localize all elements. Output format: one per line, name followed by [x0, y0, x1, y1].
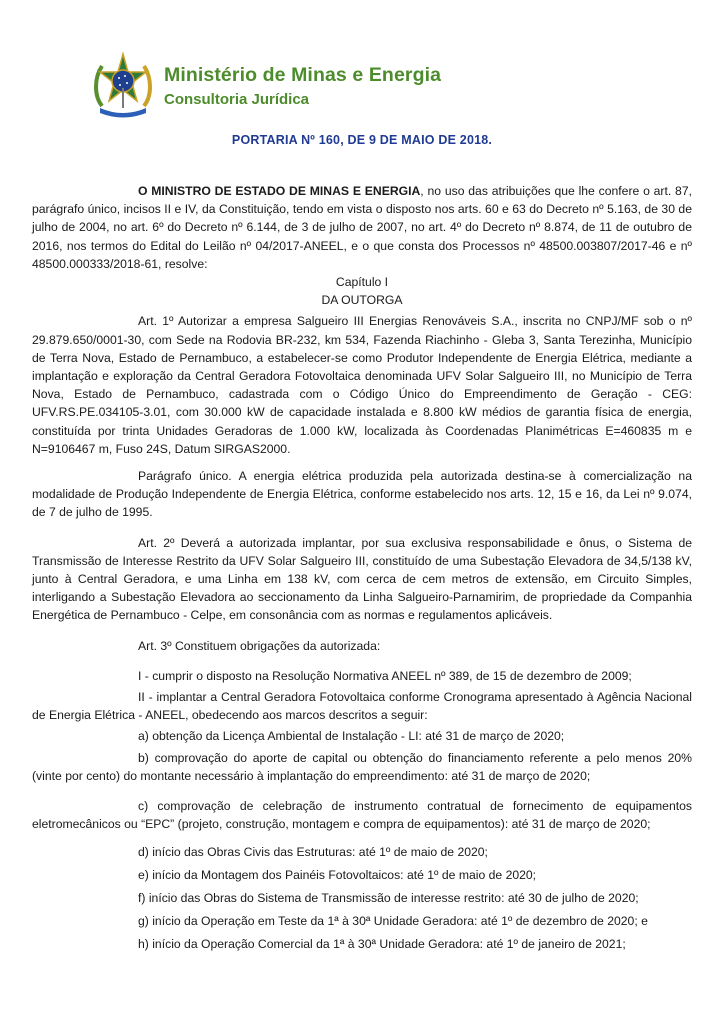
preamble	[32, 182, 692, 273]
portaria-title: PORTARIA Nº 160, DE 9 DE MAIO DE 2018.	[231, 133, 493, 147]
preamble-lead: O MINISTRO DE ESTADO DE MINAS E ENERGIA	[138, 184, 421, 198]
inciso-ii: II - implantar a Central Geradora Fotovoltaica conforme Cronograma apresentado à Agência Nacional de Energia Elétrica - ANEEL, obedecendo aos marcos descritos a seguir:	[32, 690, 692, 723]
document-body	[32, 182, 692, 954]
milestone-d: d) início das Obras Civis das Estruturas: até 1º de maio de 2020;	[138, 844, 488, 859]
milestone-g: g) início da Operação em Teste da 1ª à 30ª Unidade Geradora: até 1º de dezembro de 2020; e	[138, 914, 648, 929]
milestone-b: b) comprovação do aporte de capital ou obtenção do financiamento referente a pelo menos 20% (vinte por cento) do montante necessário à implantação do empreendimento: até 31 de março de 2020;	[32, 750, 692, 783]
article-2: Art. 2º Deverá a autorizada implantar, por sua exclusiva responsabilidade e ônus, o Sistema de Transmissão de Interesse Restrito da UFV Solar Salgueiro III, constituído de uma Subestação Elevadora de 34,5/138 kV, junto à Central Geradora, e uma Linha em 138 kV, com cerca de cem metros de extensão, em Circuito Simples, interligando a Subestação Elevadora ao seccionamento da Linha Salgueiro-Parnamirim, de propriedade da Companhia Energética de Pernambuco - Celpe, em consonância com as normas e regulamentos aplicáveis.	[32, 535, 692, 623]
milestone-e: e) início da Montagem dos Painéis Fotovoltaicos: até 1º de maio de 2020;	[138, 867, 537, 882]
milestone-a: a) obtenção da Licença Ambiental de Instalação - LI: até 31 de março de 2020;	[138, 729, 565, 744]
article-1: Art. 1º Autorizar a empresa Salgueiro III Energias Renováveis S.A., inscrita no CNPJ/MF sob o nº 29.879.650/0001-30, com Sede na Rodovia BR-232, km 534, Fazenda Riachinho - Gleba 3, Santa Terezinha, Município de Terra Nova, Estado de Pernambuco, a estabelecer-se como Produtor Independente de Energia Elétrica, mediante a implantação e exploração da Central Geradora Fotovoltaica denominada UFV Solar Salgueiro III, no Município de Terra Nova, Estado de Pernambuco, cadastrada com o Código Único do Empreendimento de Geração - CEG: UFV.RS.PE.034105-3.01, com 30.000 kW de capacidade instalada e 8.800 kW médios de garantia física de energia, constituída por trinta Unidades Geradoras de 1.000 kW, localizada às Coordenadas Planimétricas E=460835 m e N=9106467 m, Fuso 24S, Datum SIRGAS2000.	[32, 314, 692, 456]
brazil-coat-of-arms-icon	[92, 52, 154, 120]
preamble-text: , no uso das atribuições que lhe confere o art. 87, parágrafo único, incisos II e IV, da Constituição, tendo em vista o disposto nos arts. 60 e 63 do Decreto nº 5.163, de 30 de julho de 2004, no art. 6º do Decreto nº 6.144, de 3 de julho de 2007, no art. 4º do Decreto nº 8.874, de 11 de outubro de 2016, nos termos do Edital do Leilão nº 04/2017-ANEEL, e o que consta dos Processos nº 48500.003807/2017-46 e nº 48500.000333/2018-61, resolve:	[32, 184, 692, 271]
chapter-title: DA OUTORGA	[321, 293, 403, 308]
ministry-name: Ministério de Minas e Energia	[164, 64, 442, 86]
milestone-f: f) início das Obras do Sistema de Transmissão de interesse restrito: até 30 de julho de 2020;	[138, 890, 639, 905]
milestone-c: c) comprovação de celebração de instrumento contratual de fornecimento de equipamentos eletromecânicos ou “EPC” (projeto, construção, montagem e compra de equipamentos): até 31 de março de 2020;	[32, 799, 692, 832]
consultoria-name: Consultoria Jurídica	[164, 91, 310, 108]
inciso-i: I - cumprir o disposto na Resolução Normativa ANEEL nº 389, de 15 de dezembro de 2009;	[138, 668, 632, 683]
article-3-intro: Art. 3º Constituem obrigações da autorizada:	[138, 638, 381, 653]
chapter-number: Capítulo I	[335, 275, 389, 290]
milestone-h: h) início da Operação Comercial da 1ª à 30ª Unidade Geradora: até 1º de janeiro de 2021;	[138, 937, 626, 952]
paragrafo-unico: Parágrafo único. A energia elétrica produzida pela autorizada destina-se à comercialização na modalidade de Produção Independente de Energia Elétrica, conforme estabelecido nos arts. 12, 15 e 16, da Lei nº 9.074, de 7 de julho de 1995.	[32, 469, 692, 520]
